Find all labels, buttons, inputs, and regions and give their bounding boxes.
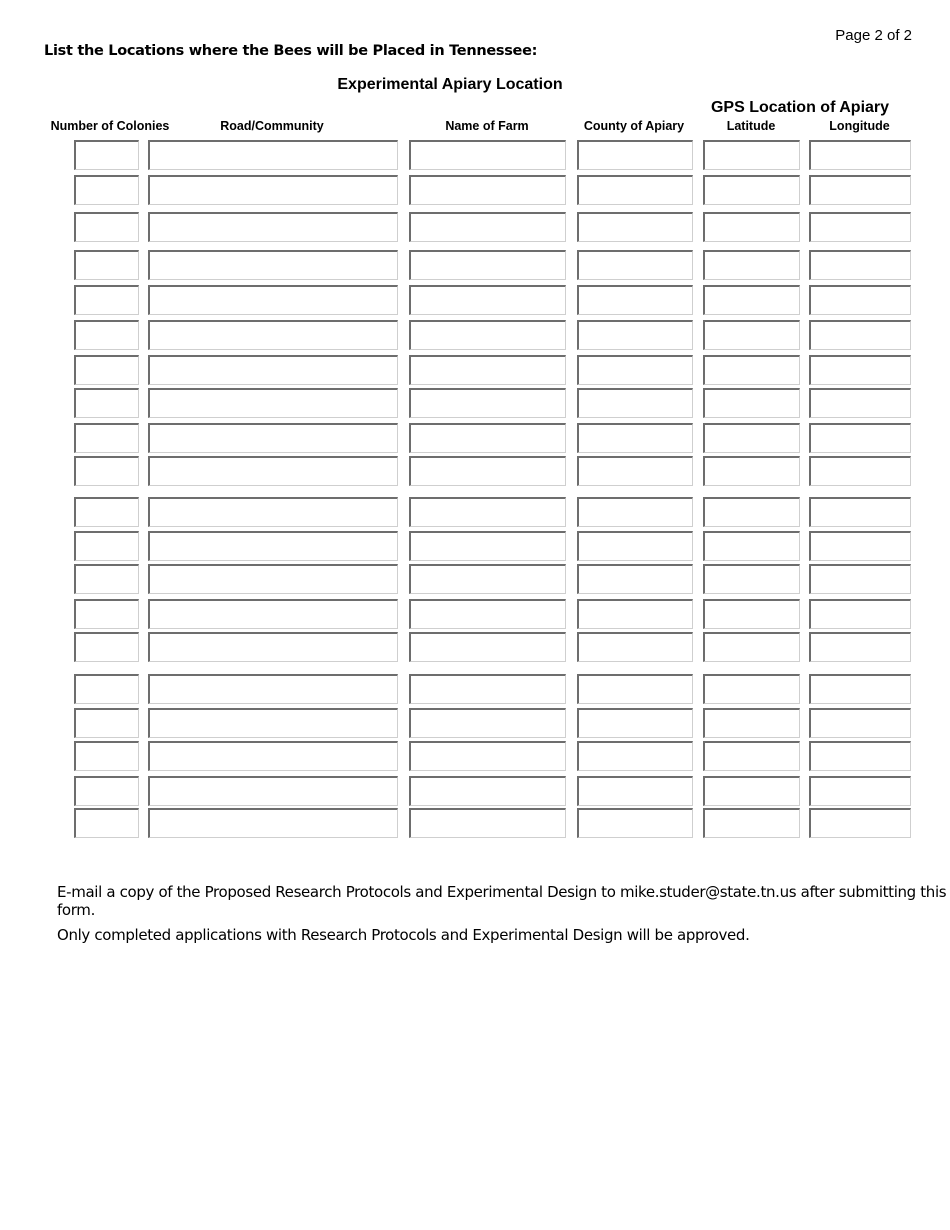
table-row [0, 497, 950, 529]
table-row [0, 531, 950, 563]
road-field[interactable] [148, 497, 398, 527]
gps-group-title: GPS Location of Apiary [710, 99, 890, 116]
road-field[interactable] [148, 708, 398, 738]
colonies-field[interactable] [74, 175, 139, 205]
longitude-field[interactable] [809, 388, 911, 418]
longitude-field[interactable] [809, 599, 911, 629]
latitude-field[interactable] [703, 776, 800, 806]
table-row [0, 175, 950, 207]
latitude-field[interactable] [703, 564, 800, 594]
longitude-field[interactable] [809, 808, 911, 838]
farm-field[interactable] [409, 776, 566, 806]
colonies-field[interactable] [74, 599, 139, 629]
county-field[interactable] [577, 423, 693, 453]
column-header-colonies: Number of Colonies [50, 119, 170, 133]
table-row [0, 250, 950, 282]
county-field[interactable] [577, 741, 693, 771]
longitude-field[interactable] [809, 175, 911, 205]
longitude-field[interactable] [809, 531, 911, 561]
farm-field[interactable] [409, 355, 566, 385]
road-field[interactable] [148, 423, 398, 453]
longitude-field[interactable] [809, 355, 911, 385]
table-row [0, 285, 950, 317]
colonies-field[interactable] [74, 776, 139, 806]
farm-field[interactable] [409, 285, 566, 315]
farm-field[interactable] [409, 531, 566, 561]
farm-field[interactable] [409, 388, 566, 418]
county-field[interactable] [577, 250, 693, 280]
table-row [0, 564, 950, 596]
latitude-field[interactable] [703, 175, 800, 205]
colonies-field[interactable] [74, 250, 139, 280]
colonies-field[interactable] [74, 212, 139, 242]
road-field[interactable] [148, 250, 398, 280]
colonies-field[interactable] [74, 674, 139, 704]
email-instruction: E-mail a copy of the Proposed Research Protocols and Experimental Design to mike.studer@state.tn.us after submitting this form. [57, 883, 947, 919]
latitude-field[interactable] [703, 808, 800, 838]
road-field[interactable] [148, 175, 398, 205]
latitude-field[interactable] [703, 456, 800, 486]
road-field[interactable] [148, 776, 398, 806]
table-row [0, 632, 950, 664]
road-field[interactable] [148, 388, 398, 418]
table-row [0, 599, 950, 631]
county-field[interactable] [577, 456, 693, 486]
county-field[interactable] [577, 808, 693, 838]
longitude-field[interactable] [809, 708, 911, 738]
farm-field[interactable] [409, 212, 566, 242]
table-row [0, 423, 950, 455]
road-field[interactable] [148, 285, 398, 315]
county-field[interactable] [577, 388, 693, 418]
longitude-field[interactable] [809, 320, 911, 350]
farm-field[interactable] [409, 456, 566, 486]
longitude-field[interactable] [809, 632, 911, 662]
farm-field[interactable] [409, 250, 566, 280]
column-header-latitude: Latitude [726, 119, 776, 133]
road-field[interactable] [148, 456, 398, 486]
road-field[interactable] [148, 320, 398, 350]
road-field[interactable] [148, 674, 398, 704]
column-header-longitude: Longitude [829, 119, 890, 133]
colonies-field[interactable] [74, 140, 139, 170]
approval-notice: Only completed applications with Research Protocols and Experimental Design will be approved. [57, 926, 750, 944]
colonies-field[interactable] [74, 808, 139, 838]
road-field[interactable] [148, 599, 398, 629]
table-row [0, 388, 950, 420]
farm-field[interactable] [409, 674, 566, 704]
farm-field[interactable] [409, 320, 566, 350]
page-number: Page 2 of 2 [835, 27, 912, 44]
table-row [0, 808, 950, 840]
road-field[interactable] [148, 140, 398, 170]
latitude-field[interactable] [703, 388, 800, 418]
longitude-field[interactable] [809, 285, 911, 315]
farm-field[interactable] [409, 497, 566, 527]
county-field[interactable] [577, 212, 693, 242]
form-heading: List the Locations where the Bees will be Placed in Tennessee: [44, 43, 538, 59]
county-field[interactable] [577, 140, 693, 170]
longitude-field[interactable] [809, 456, 911, 486]
longitude-field[interactable] [809, 423, 911, 453]
latitude-field[interactable] [703, 531, 800, 561]
county-field[interactable] [577, 632, 693, 662]
column-header-county: County of Apiary [583, 119, 685, 133]
latitude-field[interactable] [703, 320, 800, 350]
latitude-field[interactable] [703, 674, 800, 704]
county-field[interactable] [577, 320, 693, 350]
farm-field[interactable] [409, 564, 566, 594]
county-field[interactable] [577, 776, 693, 806]
farm-field[interactable] [409, 708, 566, 738]
latitude-field[interactable] [703, 741, 800, 771]
table-row [0, 674, 950, 706]
colonies-field[interactable] [74, 355, 139, 385]
county-field[interactable] [577, 564, 693, 594]
latitude-field[interactable] [703, 423, 800, 453]
colonies-field[interactable] [74, 456, 139, 486]
colonies-field[interactable] [74, 708, 139, 738]
colonies-field[interactable] [74, 531, 139, 561]
column-header-road: Road/Community [220, 119, 324, 133]
colonies-field[interactable] [74, 285, 139, 315]
county-field[interactable] [577, 674, 693, 704]
table-row [0, 776, 950, 808]
longitude-field[interactable] [809, 741, 911, 771]
farm-field[interactable] [409, 175, 566, 205]
county-field[interactable] [577, 497, 693, 527]
colonies-field[interactable] [74, 632, 139, 662]
colonies-field[interactable] [74, 564, 139, 594]
latitude-field[interactable] [703, 212, 800, 242]
farm-field[interactable] [409, 808, 566, 838]
longitude-field[interactable] [809, 776, 911, 806]
section-title: Experimental Apiary Location [337, 76, 563, 93]
farm-field[interactable] [409, 599, 566, 629]
county-field[interactable] [577, 175, 693, 205]
table-row [0, 741, 950, 773]
table-row [0, 355, 950, 387]
latitude-field[interactable] [703, 632, 800, 662]
latitude-field[interactable] [703, 708, 800, 738]
road-field[interactable] [148, 808, 398, 838]
table-row [0, 708, 950, 740]
road-field[interactable] [148, 741, 398, 771]
latitude-field[interactable] [703, 599, 800, 629]
farm-field[interactable] [409, 741, 566, 771]
table-row [0, 140, 950, 172]
road-field[interactable] [148, 531, 398, 561]
longitude-field[interactable] [809, 212, 911, 242]
road-field[interactable] [148, 632, 398, 662]
latitude-field[interactable] [703, 355, 800, 385]
county-field[interactable] [577, 599, 693, 629]
farm-field[interactable] [409, 632, 566, 662]
longitude-field[interactable] [809, 674, 911, 704]
road-field[interactable] [148, 355, 398, 385]
colonies-field[interactable] [74, 388, 139, 418]
colonies-field[interactable] [74, 741, 139, 771]
latitude-field[interactable] [703, 140, 800, 170]
table-row [0, 320, 950, 352]
table-row [0, 456, 950, 488]
road-field[interactable] [148, 212, 398, 242]
latitude-field[interactable] [703, 250, 800, 280]
road-field[interactable] [148, 564, 398, 594]
colonies-field[interactable] [74, 497, 139, 527]
longitude-field[interactable] [809, 564, 911, 594]
table-row [0, 212, 950, 244]
longitude-field[interactable] [809, 250, 911, 280]
county-field[interactable] [577, 355, 693, 385]
longitude-field[interactable] [809, 497, 911, 527]
county-field[interactable] [577, 708, 693, 738]
colonies-field[interactable] [74, 423, 139, 453]
farm-field[interactable] [409, 423, 566, 453]
farm-field[interactable] [409, 140, 566, 170]
latitude-field[interactable] [703, 285, 800, 315]
county-field[interactable] [577, 531, 693, 561]
longitude-field[interactable] [809, 140, 911, 170]
column-header-farm: Name of Farm [445, 119, 529, 133]
latitude-field[interactable] [703, 497, 800, 527]
county-field[interactable] [577, 285, 693, 315]
colonies-field[interactable] [74, 320, 139, 350]
